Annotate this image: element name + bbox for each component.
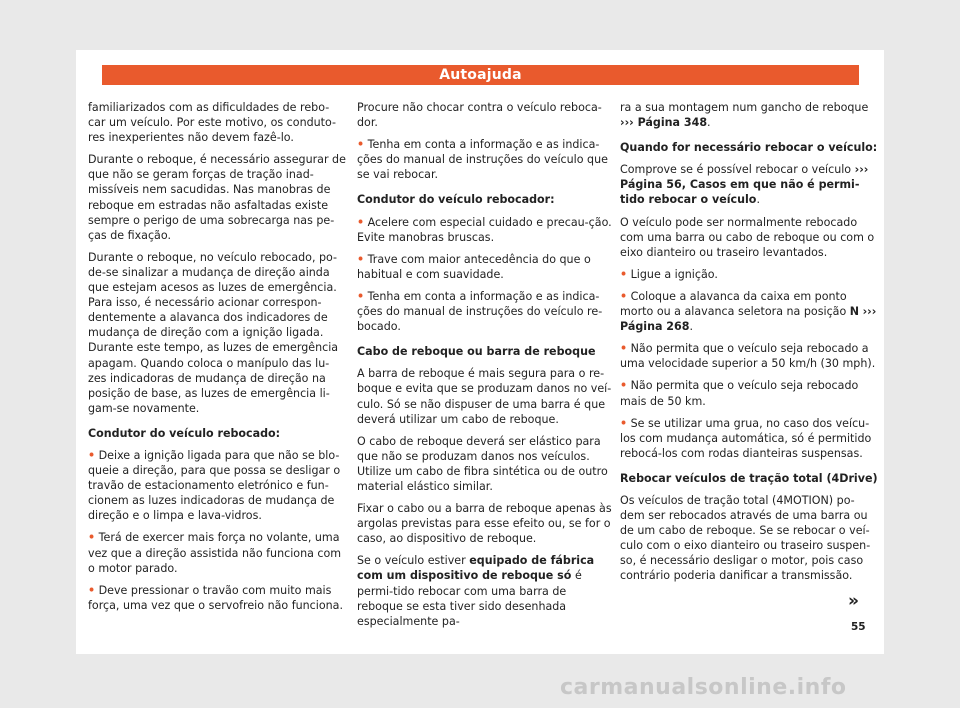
subheading: Rebocar veículos de tração total (4Drive) xyxy=(620,471,878,485)
bullet-text: Não permita que o veículo seja rebocado a uma velocidade superior a 50 km/h (30 mph). xyxy=(620,342,876,371)
bullet-icon: • xyxy=(620,267,628,281)
paragraph: Comprove se é possível rebocar o veículo ››› Página 56, Casos em que não é permi-tido rebocar o veículo. xyxy=(620,163,869,207)
bold-text: equipado de fábrica com um dispositivo de reboque só xyxy=(357,554,595,583)
text-run: Se o veículo estiver xyxy=(357,554,470,568)
bullet-text: Acelere com especial cuidado e precau-ção. Evite manobras bruscas. xyxy=(357,215,612,244)
paragraph: Os veículos de tração total (4MOTION) po-dem ser rebocados através de uma barra ou de um cabo de reboque. Se se rebocar o veí-culo com o eixo dianteiro ou traseiro suspen-so, é necessário desligar o motor, pois caso contrário poderia danificar a transmissão. xyxy=(620,493,871,583)
bullet-text: Deixe a ignição ligada para que não se blo-queie a direção, para que possa se desligar o travão de estacionamento eletrónico e fun-cionem as luzes indicadoras de mudança de direção e o limpa e lava-vidros. xyxy=(88,448,341,523)
bullet-icon: • xyxy=(620,289,628,303)
bullet-text: Tenha em conta a informação e as indica-ções do manual de instruções do veículo re-bocado. xyxy=(357,289,603,334)
bullet-item xyxy=(620,416,878,461)
bullet-item xyxy=(357,215,615,245)
bullet-item xyxy=(620,341,878,371)
bullet-text: Ligue a ignição. xyxy=(630,267,718,281)
bullet-item: • Coloque a alavanca da caixa em ponto morto ou a alavanca seletora na posição N ››› Página 268. xyxy=(620,289,877,334)
paragraph: Fixar o cabo ou a barra de reboque apenas às argolas previstas para esse efeito ou, se for o caso, ao dispositivo de reboque. xyxy=(357,502,612,546)
text-run: Comprove se é possível rebocar o veículo xyxy=(620,163,855,177)
bullet-text: Tenha em conta a informação e as indica-ções do manual de instruções do veículo que se vai rebocar. xyxy=(357,138,608,182)
bullet-item xyxy=(88,583,346,613)
paragraph: O cabo de reboque deverá ser elástico para que não se produzam danos nos veículos. Utilize um cabo de fibra sintética ou de outro material elástico similar. xyxy=(357,434,608,493)
bullet-item xyxy=(88,530,346,575)
bullet-icon: • xyxy=(620,342,628,356)
bullet-item xyxy=(88,448,346,523)
text-column-2 xyxy=(357,100,615,636)
page-reference-link[interactable]: ››› Página 348 xyxy=(620,116,708,130)
bullet-text: Se se utilizar uma grua, no caso dos veícu-los com mudança automática, só é permitido rebocá-los com rodas dianteiras suspensas. xyxy=(620,416,872,460)
text-run: ra a sua montagem num gancho de reboque xyxy=(620,101,869,114)
bullet-text: Terá de exercer mais força no volante, uma vez que a direção assistida não funciona com o motor parado. xyxy=(88,531,342,575)
bullet-text: Trave com maior antecedência do que o habitual e com suavidade. xyxy=(357,252,591,281)
bullet-item xyxy=(357,137,615,182)
page-reference-link[interactable]: ››› Página 56, Casos em que não é permi-tido rebocar o veículo xyxy=(620,163,869,207)
bullet-icon: • xyxy=(88,583,96,597)
paragraph: A barra de reboque é mais segura para o re-boque e evita que se produzam danos no veí-culo. Só se não dispuser de uma barra é que deverá utilizar um cabo de reboque. xyxy=(357,367,612,426)
bullet-icon: • xyxy=(357,215,365,229)
bullet-text: Não permita que o veículo seja rebocado mais de 50 km. xyxy=(620,379,859,408)
paragraph: familiarizados com as dificuldades de rebo-car um veículo. Por este motivo, os conduto-res inexperientes não devem fazê-lo. xyxy=(88,101,337,145)
bullet-icon: • xyxy=(357,252,365,266)
bullet-icon: • xyxy=(357,138,365,152)
bullet-text: Coloque a alavanca da caixa em ponto morto ou a alavanca seletora na posição xyxy=(620,289,850,319)
bullet-icon: • xyxy=(88,531,96,545)
page-reference-link[interactable]: ››› Página 268 xyxy=(620,305,877,334)
bold-text: N xyxy=(849,305,860,319)
continue-arrow-icon: » xyxy=(848,591,859,611)
paragraph: ra a sua montagem num gancho de reboque ››› Página 348. xyxy=(620,101,869,130)
section-header: Autoajuda xyxy=(102,65,859,85)
text-run: é permi-tido rebocar com uma barra de reboque se esta tiver sido desenhada especialmente pa- xyxy=(357,569,582,628)
paragraph xyxy=(357,553,615,628)
subheading: Quando for necessário rebocar o veículo: xyxy=(620,141,878,155)
subheading: Condutor do veículo rebocado: xyxy=(88,426,281,440)
paragraph: O veículo pode ser normalmente rebocado com uma barra ou cabo de reboque ou com o eixo dianteiro ou traseiro levantados. xyxy=(620,215,875,259)
bullet-item xyxy=(357,252,615,282)
watermark: carmanualsonline.info xyxy=(560,675,847,700)
bullet-icon: • xyxy=(357,289,365,303)
bullet-item xyxy=(620,267,878,282)
bullet-icon: • xyxy=(620,416,628,430)
paragraph: Durante o reboque, no veículo rebocado, po-de-se sinalizar a mudança de direção ainda que estejam acesos as luzes de emergência. Para isso, é necessário acionar correspon-dentemente a alavanca dos indicadores de mudança de direção com a ignição ligada. Durante este tempo, as luzes de emergência apagam. Quando coloca o manípulo das lu-zes indicadoras de mudança de direção na posição de base, as luzes de emergência li-gam-se novamente. xyxy=(88,250,339,415)
text-column-1 xyxy=(88,100,346,620)
bullet-item xyxy=(357,289,615,334)
bullet-icon: • xyxy=(88,448,96,462)
paragraph: Procure não chocar contra o veículo reboca-dor. xyxy=(357,101,602,130)
subheading: Condutor do veículo rebocador: xyxy=(357,193,555,207)
subheading: Cabo de reboque ou barra de reboque xyxy=(357,345,596,359)
bullet-item xyxy=(620,378,878,408)
page-number: 55 xyxy=(851,621,866,633)
bullet-icon: • xyxy=(620,379,628,393)
bullet-text: Deve pressionar o travão com muito mais força, uma vez que o servofreio não funciona. xyxy=(88,583,343,612)
text-column-3 xyxy=(620,100,878,591)
paragraph: Durante o reboque, é necessário assegurar de que não se geram forças de tração inad-missíveis nem sacudidas. Nas manobras de reboque em estradas não asfaltadas existe sempre o perigo de uma sobrecarga nas pe-ças de fixação. xyxy=(88,153,346,242)
